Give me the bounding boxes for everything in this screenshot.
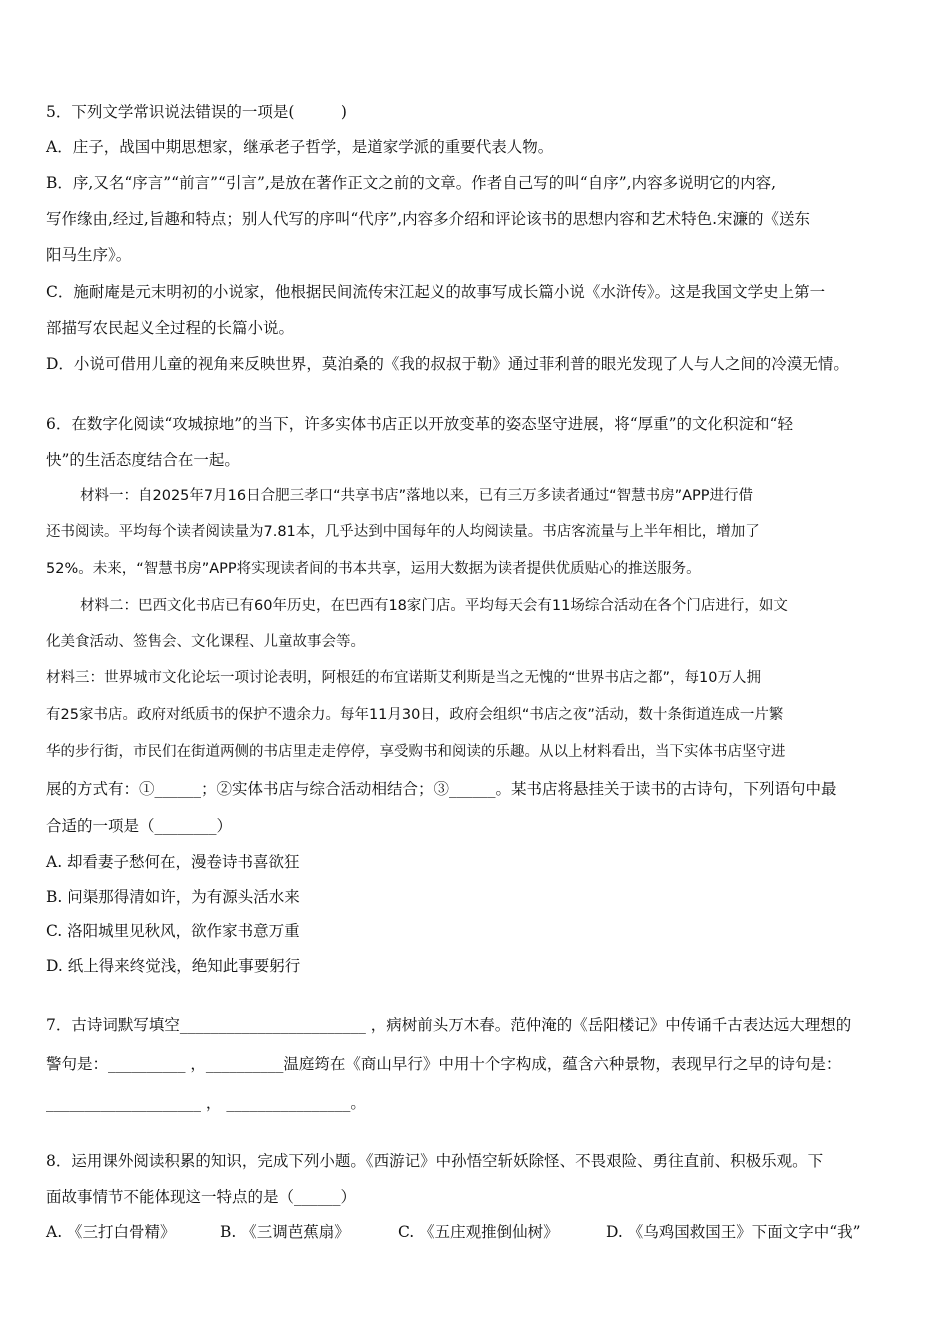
q6-option-c: C. 洛阳城里见秋风，欲作家书意万重 [46, 922, 300, 940]
q5-option-c-line1: C．施耐庵是元末明初的小说家，他根据民间流传宋江起义的故事写成长篇小说《水浒传》。这是我国文学史上第一 [46, 283, 826, 301]
q5-option-a: A．庄子，战国中期思想家，继承老子哲学，是道家学派的重要代表人物。 [46, 138, 554, 156]
q6-material3-line3: 华的步行街，市民们在街道两侧的书店里走走停停，享受购书和阅读的乐趣。从以上材料看出，当下实体书店坚守进 [46, 744, 786, 760]
q5-stem: 5．下列文学常识说法错误的一项是( ) [46, 103, 347, 121]
q6-material1-line3: 52%。未来，“智慧书房”APP将实现读者间的书本共享，运用大数据为读者提供优质贴心的推送服务。 [46, 561, 701, 577]
q7-line3: ____________________ ， ________________。 [46, 1094, 366, 1112]
q7-line2: 警句是：__________ ，__________温庭筠在《商山早行》中用十个字构成，蕴含六种景物，表现早行之早的诗句是： [46, 1055, 842, 1073]
q6-material3-line1: 材料三：世界城市文化论坛一项讨论表明，阿根廷的布宜诺斯艾利斯是当之无愧的“世界书店之都”，每10万人拥 [46, 670, 761, 686]
q6-option-b: B. 问渠那得清如许，为有源头活水来 [46, 888, 300, 906]
q6-material3-line4: 展的方式有：①______；②实体书店与综合活动相结合；③______。某书店将悬挂关于读书的古诗句，下列语句中最 [46, 780, 837, 798]
q6-material2-line2: 化美食活动、签售会、文化课程、儿童故事会等。 [46, 634, 365, 650]
q8-option-c: C. 《五庄观推倒仙树》 [398, 1223, 559, 1241]
q8-option-a: A. 《三打白骨精》 [46, 1223, 176, 1241]
q6-material1-line2: 还书阅读。平均每个读者阅读量为7.81本，几乎达到中国每年的人均阅读量。书店客流量与上半年相比，增加了 [46, 524, 760, 540]
q8-option-b: B. 《三调芭蕉扇》 [220, 1223, 350, 1241]
q6-stem-line2: 快”的生活态度结合在一起。 [46, 451, 240, 469]
q7-line1: 7．古诗词默写填空________________________ ，病树前头万木春。范仲淹的《岳阳楼记》中传诵千古表达远大理想的 [46, 1016, 852, 1034]
q8-option-d: D. 《乌鸡国救国王》下面文字中“我” [606, 1223, 861, 1241]
q6-material3-line5: 合适的一项是（________） [46, 817, 233, 835]
q8-line2: 面故事情节不能体现这一特点的是（______） [46, 1188, 357, 1206]
q8-line1: 8．运用课外阅读积累的知识，完成下列小题。《西游记》中孙悟空斩妖除怪、不畏艰险、勇往直前、积极乐观。下 [46, 1152, 824, 1170]
q5-option-b-line1: B．序,又名“序言”“前言”“引言”,是放在著作正文之前的文章。作者自己写的叫“自序”,内容多说明它的内容, [46, 174, 776, 192]
q5-option-b-line3: 阳马生序》。 [46, 246, 132, 264]
q6-material3-line2: 有25家书店。政府对纸质书的保护不遗余力。每年11月30日，政府会组织“书店之夜”活动，数十条街道连成一片繁 [46, 707, 784, 723]
q5-option-b-line2: 写作缘由,经过,旨趣和特点；别人代写的序叫“代序”,内容多介绍和评论该书的思想内容和艺术特色.宋濂的《送东 [46, 210, 811, 228]
q6-stem-line1: 6．在数字化阅读“攻城掠地”的当下，许多实体书店正以开放变革的姿态坚守进展，将“厚重”的文化积淀和“轻 [46, 415, 793, 433]
q5-option-d: D．小说可借用儿童的视角来反映世界，莫泊桑的《我的叔叔于勒》通过菲利普的眼光发现了人与人之间的冷漠无情。 [46, 355, 849, 373]
q6-material1-line1: 材料一：自2025年7月16日合肥三孝口“共享书店”落地以来，已有三万多读者通过“智慧书房”APP进行借 [80, 488, 754, 504]
q6-material2-line1: 材料二：巴西文化书店已有60年历史，在巴西有18家门店。平均每天会有11场综合活动在各个门店进行，如文 [80, 598, 788, 614]
q6-option-d: D. 纸上得来终觉浅，绝知此事要躬行 [46, 957, 301, 975]
q5-option-c-line2: 部描写农民起义全过程的长篇小说。 [46, 319, 295, 337]
q6-option-a: A. 却看妻子愁何在，漫卷诗书喜欲狂 [46, 853, 300, 871]
